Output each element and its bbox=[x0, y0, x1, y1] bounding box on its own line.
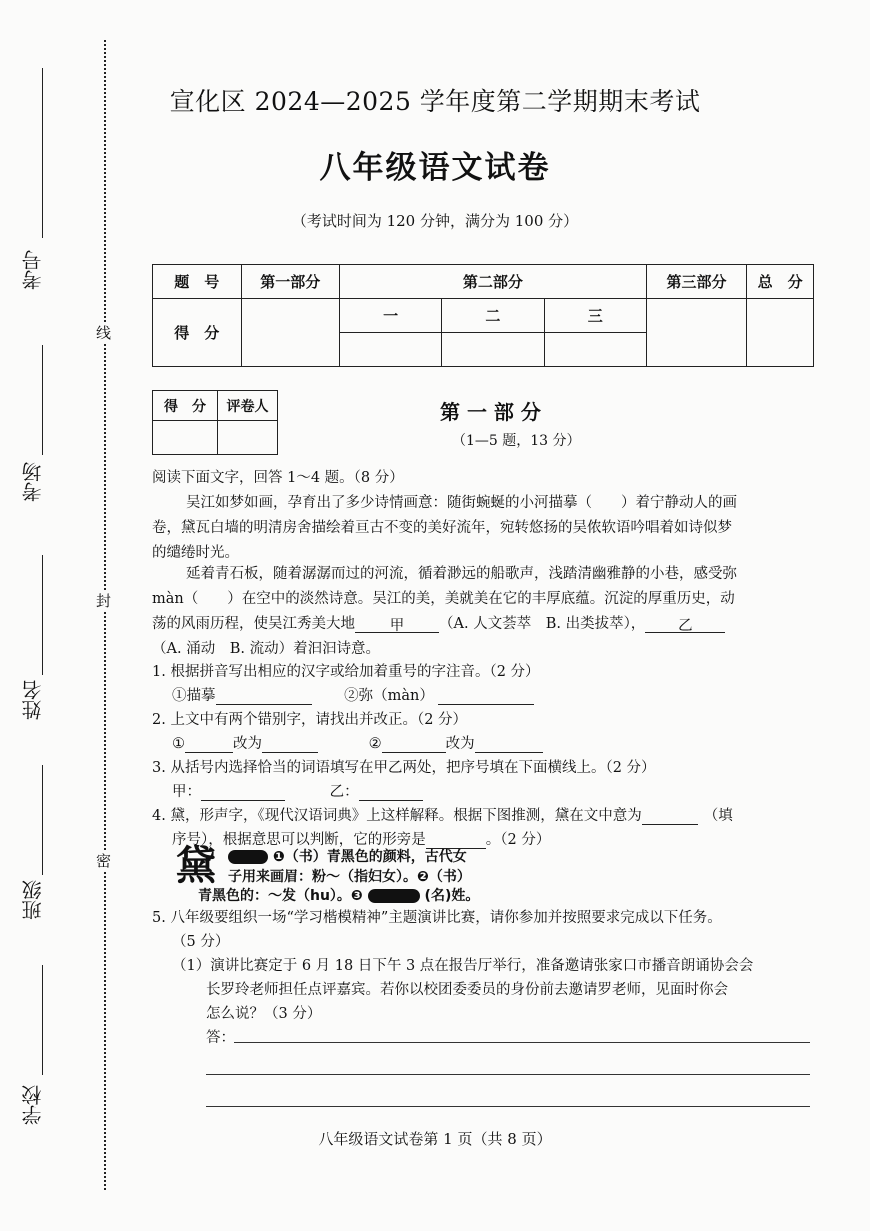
q2-mark-2: ② bbox=[368, 736, 382, 752]
grader-name-label: 评卷人 bbox=[218, 391, 278, 421]
q2-correct-1[interactable] bbox=[262, 734, 318, 753]
blank-jia[interactable]: 甲 bbox=[355, 614, 439, 633]
exam-note: （考试时间为 120 分钟，满分为 100 分） bbox=[291, 212, 579, 230]
question-4-line1 bbox=[152, 804, 822, 825]
grader-box bbox=[152, 390, 278, 455]
cut-word-seal: 封 bbox=[96, 592, 112, 610]
q3-jia-label: 甲： bbox=[172, 784, 201, 800]
question-1-answers bbox=[172, 684, 838, 705]
q4-text-2: 序号），根据意思可以判断，它的形旁是 bbox=[172, 832, 426, 848]
passage-p2-line3-options: （A. 人文荟萃 B. 出类拔萃）， bbox=[439, 616, 646, 632]
passage-p1-line3: 的缱绻时光。 bbox=[152, 545, 239, 561]
margin-line-4 bbox=[42, 765, 43, 875]
score-table-sub-2: 二 bbox=[442, 299, 544, 333]
question-5-line2: （5 分） bbox=[172, 934, 230, 950]
grader-name-cell[interactable] bbox=[218, 421, 278, 455]
q4-tail: （填 bbox=[703, 808, 733, 824]
score-table-head-part2: 第二部分 bbox=[339, 265, 646, 299]
q2-wrong-1[interactable] bbox=[185, 734, 233, 753]
q4-tail-2: 。（2 分） bbox=[485, 832, 551, 848]
score-table-head-number: 题 号 bbox=[153, 265, 242, 299]
label-class: 班级 bbox=[21, 880, 45, 920]
q1-answer-b[interactable] bbox=[438, 686, 534, 705]
label-name: 姓名 bbox=[21, 680, 45, 720]
exam-title: 宣化区 2024—2025 学年度第二学期期末考试 bbox=[169, 87, 701, 116]
part1-range: （1—5 题，13 分） bbox=[452, 433, 581, 449]
question-1: 1. 根据拼音写出相应的汉字或给加着重号的字注音。（2 分） bbox=[152, 664, 540, 680]
redacted-pinyin-1 bbox=[228, 850, 268, 864]
score-cell-part1[interactable] bbox=[241, 299, 339, 367]
dict-line-3 bbox=[198, 885, 479, 905]
question-5-line1: 5. 八年级要组织一场“学习楷模精神”主题演讲比赛，请你参加并按照要求完成以下任务。 bbox=[152, 910, 722, 926]
margin-line-3 bbox=[42, 555, 43, 675]
passage-p2-line2: màn（ ）在空中的淡然诗意。吴江的美，美就美在它的丰厚底蕴。沉淀的厚重历史，动 bbox=[152, 591, 735, 607]
label-exam-number: 考号 bbox=[21, 250, 45, 290]
score-cell-sub-3[interactable] bbox=[544, 333, 646, 367]
blank-yi[interactable]: 乙 bbox=[645, 614, 725, 633]
reading-instruction: 阅读下面文字，回答 1～4 题。（8 分） bbox=[152, 470, 404, 486]
passage-p2-line1: 延着青石板，随着潺潺而过的河流，循着渺远的船歌声，浅踏清幽雅静的小巷，感受弥 bbox=[186, 566, 737, 582]
margin-line-2 bbox=[42, 345, 43, 455]
passage-p2-line3-start: 荡的风雨历程，使吴江秀美大地 bbox=[152, 616, 355, 632]
passage-p1-line1: 吴江如梦如画，孕育出了多少诗情画意：随街蜿蜒的小河描摹（ ）着宁静动人的画 bbox=[186, 495, 737, 511]
score-cell-sub-1[interactable] bbox=[339, 333, 441, 367]
question-2-answers bbox=[172, 732, 838, 753]
label-exam-room: 考场 bbox=[21, 462, 45, 502]
score-table-sub-1: 一 bbox=[339, 299, 441, 333]
dict-sense-2: 青黑色的：～发（hu）。❸ bbox=[198, 888, 363, 904]
q1-item-b: ②弥（màn） bbox=[344, 688, 434, 704]
redacted-pinyin-3 bbox=[368, 889, 420, 903]
score-table-row-label: 得 分 bbox=[153, 299, 242, 367]
passage-p2-line4: （A. 涌动 B. 流动）着汩汩诗意。 bbox=[152, 641, 381, 657]
passage-p1-line2: 卷，黛瓦白墙的明清房舍描绘着亘古不变的美好流年，宛转悠扬的吴侬软语吟唱着如诗似梦 bbox=[152, 520, 732, 536]
passage-p2-line3 bbox=[152, 612, 818, 633]
dict-sense-1: ❶（书）青黑色的颜料，古代女 bbox=[272, 849, 467, 865]
score-cell-part3[interactable] bbox=[646, 299, 746, 367]
score-table-sub-3: 三 bbox=[544, 299, 646, 333]
dict-sense-3: (名)姓。 bbox=[424, 888, 480, 904]
q2-mark-1: ① bbox=[172, 736, 185, 752]
score-cell-sub-2[interactable] bbox=[442, 333, 544, 367]
q3-yi-label: 乙： bbox=[329, 784, 359, 800]
q1-answer-a[interactable] bbox=[216, 686, 312, 705]
score-table-head-total: 总 分 bbox=[747, 265, 814, 299]
q2-correct-2[interactable] bbox=[475, 734, 543, 753]
score-cell-total[interactable] bbox=[747, 299, 814, 367]
question-5-1-line2: 长罗玲老师担任点评嘉宾。若你以校团委委员的身份前去邀请罗老师，见面时你会 bbox=[206, 982, 728, 998]
answer-line-2[interactable] bbox=[206, 1074, 810, 1075]
q2-wrong-2[interactable] bbox=[382, 734, 446, 753]
answer-line-1[interactable] bbox=[234, 1042, 810, 1043]
cut-word-secret: 密 bbox=[96, 852, 112, 870]
question-5-1-line1: （1）演讲比赛定于 6 月 18 日下午 3 点在报告厅举行，准备邀请张家口市播音朗诵协会会 bbox=[172, 958, 754, 974]
dict-character: 黛 bbox=[176, 842, 216, 889]
grader-score-cell[interactable] bbox=[153, 421, 218, 455]
score-table-head-part3: 第三部分 bbox=[646, 265, 746, 299]
dict-line-1 bbox=[228, 846, 467, 866]
q4-text: 4. 黛，形声字，《现代汉语词典》上这样解释。根据下图推测，黛在文中意为 bbox=[152, 808, 642, 824]
q3-jia-answer[interactable] bbox=[201, 782, 285, 801]
question-2: 2. 上文中有两个错别字，请找出并改正。（2 分） bbox=[152, 712, 468, 728]
score-table-head-part1: 第一部分 bbox=[241, 265, 339, 299]
question-3-answers bbox=[172, 780, 838, 801]
question-3: 3. 从括号内选择恰当的词语填写在甲乙两处，把序号填在下面横线上。（2 分） bbox=[152, 760, 656, 776]
q2-change-2: 改为 bbox=[445, 736, 475, 752]
part1-title: 第 一 部 分 bbox=[440, 400, 541, 424]
exam-subject: 八年级语文试卷 bbox=[319, 150, 551, 186]
score-table bbox=[152, 264, 814, 367]
q1-item-a: ①描摹 bbox=[172, 688, 216, 704]
cut-word-line: 线 bbox=[96, 324, 112, 342]
q2-change-1: 改为 bbox=[233, 736, 262, 752]
dictionary-entry-image bbox=[172, 842, 612, 904]
q3-yi-answer[interactable] bbox=[359, 782, 423, 801]
answer-line-3[interactable] bbox=[206, 1106, 810, 1107]
page-footer: 八年级语文试卷第 1 页（共 8 页） bbox=[318, 1130, 552, 1148]
label-school: 学校 bbox=[21, 1085, 45, 1125]
grader-score-label: 得 分 bbox=[153, 391, 218, 421]
q4-meaning-answer[interactable] bbox=[642, 806, 698, 825]
question-5-1-line3: 怎么说？（3 分） bbox=[206, 1006, 322, 1022]
dict-line-2: 子用来画眉：粉～（指妇女）。❷（书） bbox=[228, 869, 471, 885]
answer-label: 答： bbox=[206, 1030, 235, 1046]
margin-line-5 bbox=[42, 965, 43, 1075]
